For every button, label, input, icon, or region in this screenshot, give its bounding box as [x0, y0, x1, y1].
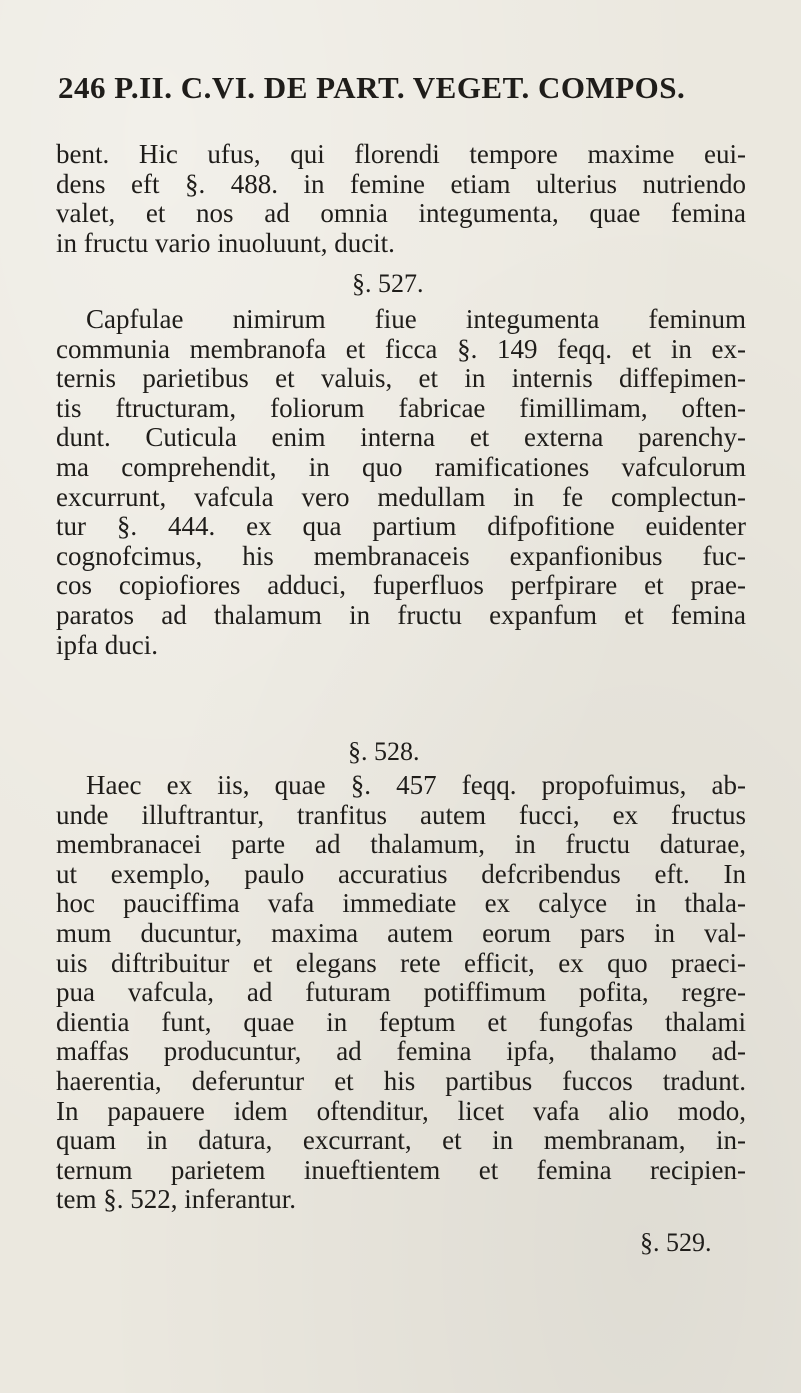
- text-line: Capfulae nimirum fiue integumenta feminum: [86, 304, 746, 334]
- section-heading-527: §. 527.: [352, 269, 424, 298]
- text-line: unde illuftrantur, tranfitus autem fucci, ex fructus: [56, 799, 746, 830]
- text-line: ut exemplo, paulo accuratius defcribendus eft. In: [56, 858, 746, 889]
- text-line: hoc pauciffima vafa immediate ex calyce in thala-: [56, 888, 746, 919]
- paragraph-continuation: [56, 140, 746, 258]
- paragraph-528: [56, 771, 746, 1215]
- text-line: pua vafcula, ad futuram potiffimum pofita, regre-: [56, 977, 746, 1008]
- text-line: haerentia, deferuntur et his partibus fuccos tradunt.: [56, 1065, 746, 1096]
- text-line: Haec ex iis, quae §. 457 feqq. propofuimus, ab-: [86, 770, 746, 800]
- section-heading-528: §. 528.: [348, 737, 420, 766]
- text-line: excurrunt, vafcula vero medullam in fe complectun-: [56, 481, 746, 512]
- text-line: membranacei parte ad thalamum, in fructu daturae,: [56, 829, 746, 860]
- text-line: maffas producuntur, ad femina ipfa, thalamo ad-: [56, 1036, 746, 1067]
- text-line: paratos ad thalamum in fructu expanfum et femina: [56, 599, 746, 630]
- text-line: communia membranofa et ficca §. 149 feqq. et in ex-: [56, 333, 746, 364]
- text-line: quam in datura, excurrant, et in membranam, in-: [56, 1125, 746, 1156]
- text-line: dunt. Cuticula enim interna et externa parenchy-: [56, 422, 746, 453]
- text-line: tur §. 444. ex qua partium difpofitione euidenter: [56, 511, 746, 542]
- text-line: ma comprehendit, in quo ramificationes vafculorum: [56, 451, 746, 482]
- text-line: ipfa duci.: [56, 629, 158, 660]
- text-line: cognofcimus, his membranaceis expanfionibus fuc-: [56, 540, 746, 571]
- text-line: tem §. 522, inferantur.: [56, 1184, 296, 1215]
- text-line: in fructu vario inuoluunt, ducit.: [56, 227, 395, 258]
- text-line: mum ducuntur, maxima autem eorum pars in val-: [56, 917, 746, 948]
- text-line: dens eft §. 488. in femine etiam ulterius nutriendo: [56, 168, 746, 199]
- text-line: ternum parietem inueftientem et femina recipien-: [56, 1154, 746, 1185]
- text-line: cos copiofiores adduci, fuperfluos perfpirare et prae-: [56, 570, 746, 601]
- text-line: bent. Hic ufus, qui florendi tempore maxime eui-: [56, 139, 746, 169]
- running-head: 246 P.II. C.VI. DE PART. VEGET. COMPOS.: [58, 70, 686, 105]
- paragraph-527: [56, 305, 746, 660]
- text-line: uis diftribuitur et elegans rete efficit, ex quo praeci-: [56, 947, 746, 978]
- text-line: ternis parietibus et valuis, et in internis diffepimen-: [56, 363, 746, 394]
- text-line: tis ftructuram, foliorum fabricae fimillimam, often-: [56, 392, 746, 423]
- text-line: In papauere idem oftenditur, licet vafa alio modo,: [56, 1095, 746, 1126]
- text-line: dientia funt, quae in feptum et fungofas thalami: [56, 1006, 746, 1037]
- text-line: valet, et nos ad omnia integumenta, quae femina: [56, 198, 746, 229]
- section-heading-529: §. 529.: [640, 1228, 712, 1257]
